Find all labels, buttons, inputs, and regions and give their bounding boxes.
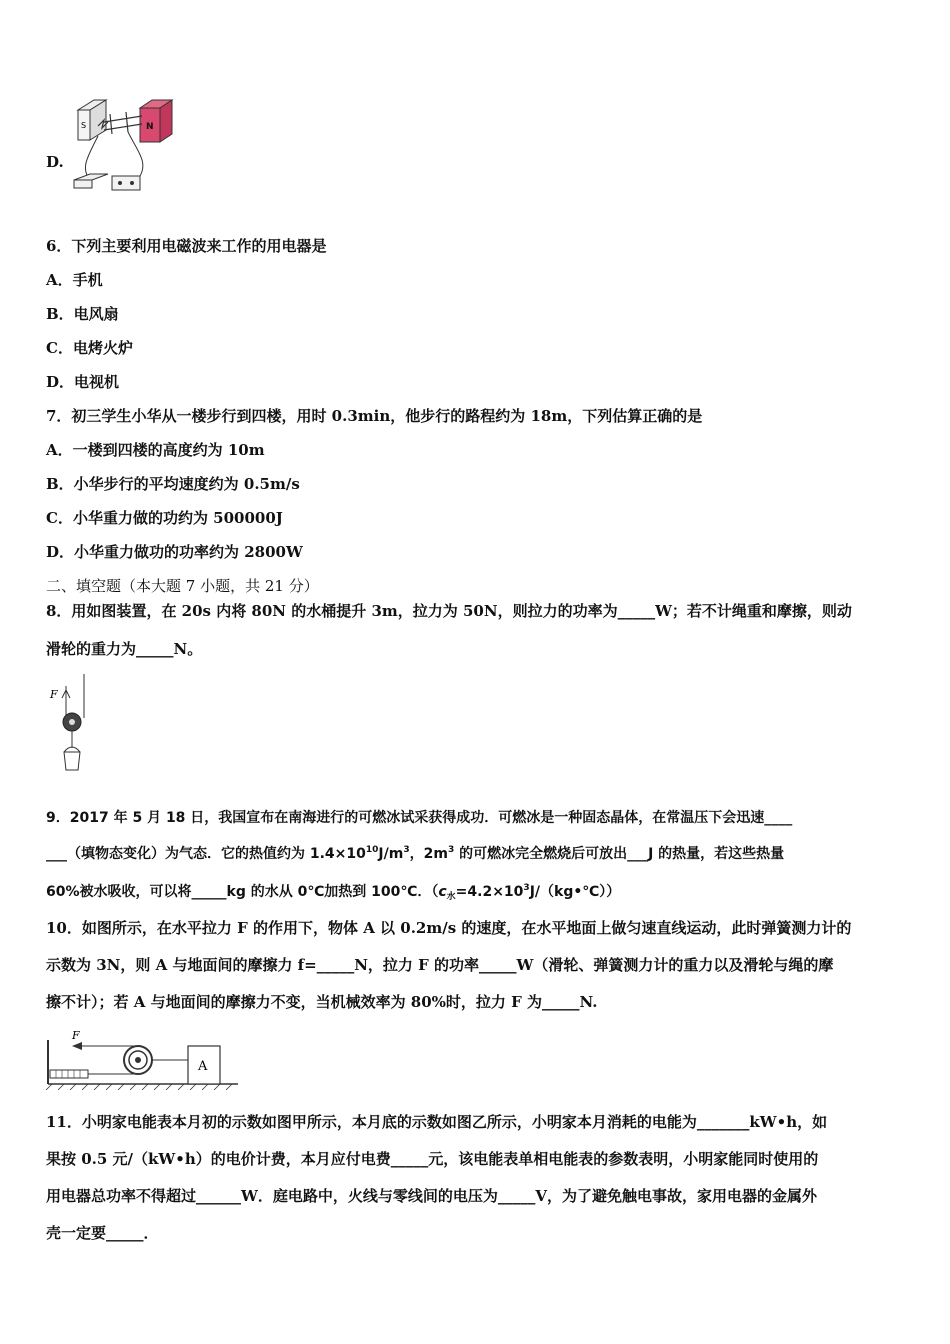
q9-exp-1: 10 <box>365 845 379 855</box>
q9-line-3 <box>46 882 620 902</box>
q10-line-1: 10．如图所示，在水平拉力 F 的作用下，物体 A 以 0.2m/s 的速度，在水平地面上做匀速直线运动，此时弹簧测力计的 <box>46 919 852 937</box>
q7-option-d: D．小华重力做功的功率约为 2800W <box>46 543 303 561</box>
q6-stem: 6．下列主要利用电磁波来工作的用电器是 <box>46 237 327 255</box>
q8-force-label: F <box>50 688 58 701</box>
q7-option-b: B．小华步行的平均速度约为 0.5m/s <box>46 475 300 493</box>
q6-option-c: C．电烤火炉 <box>46 339 133 357</box>
q9-line-2-b: J/m <box>378 846 404 862</box>
q9-line-3-b: =4.2×10 <box>455 884 524 900</box>
q7-option-a: A．一楼到四楼的高度约为 10m <box>46 441 265 459</box>
section-2-heading: 二、填空题（本大题 7 小题，共 21 分） <box>46 577 319 595</box>
pulley-bucket-figure <box>44 672 94 780</box>
q8-line-2: 滑轮的重力为_____N。 <box>46 640 203 658</box>
q9-exp-2: 3 <box>403 845 410 855</box>
q9-line-3-a: 60%被水吸收，可以将_____kg 的水从 0℃加热到 100℃．（ <box>46 884 439 900</box>
q9-exp-4: 3 <box>523 883 530 893</box>
q9-line-2-a: ___（填物态变化）为气态．它的热值约为 1.4×10 <box>46 846 366 862</box>
q5-option-d: D. <box>46 153 64 171</box>
q7-stem: 7．初三学生小华从一楼步行到四楼，用时 0.3min，他步行的路程约为 18m，下列估算正确的是 <box>46 407 703 425</box>
q10-line-3: 擦不计）；若 A 与地面间的摩擦力不变，当机械效率为 80%时，拉力 F 为_____N. <box>46 993 598 1011</box>
q10-line-2: 示数为 3N，则 A 与地面间的摩擦力 f=_____N，拉力 F 的功率_____W（滑轮、弹簧测力计的重力以及滑轮与绳的摩 <box>46 956 834 974</box>
q9-c-symbol: c <box>438 884 447 900</box>
spring-pulley-block-figure <box>42 1026 242 1090</box>
q8-line-1: 8．用如图装置，在 20s 内将 80N 的水桶提升 3m，拉力为 50N，则拉力的功率为_____W；若不计绳重和摩擦，则动 <box>46 602 852 620</box>
q9-line-3-d: J/（kg•℃）） <box>529 884 621 900</box>
q11-line-1: 11．小明家电能表本月初的示数如图甲所示，本月底的示数如图乙所示，小明家本月消耗的电能为_______kW•h，如 <box>46 1113 828 1131</box>
q11-line-3: 用电器总功率不得超过______W．庭电路中，火线与零线间的电压为_____V，为了避免触电事故，家用电器的金属外 <box>46 1187 817 1205</box>
q6-option-b: B．电风扇 <box>46 305 119 323</box>
q9-line-2 <box>46 844 784 864</box>
q9-exp-3: 3 <box>447 845 455 855</box>
q9-line-2-c: ，2m <box>409 846 448 862</box>
magnet-s-label: S <box>81 121 87 130</box>
q10-force-label: F <box>72 1029 80 1042</box>
q7-option-c: C．小华重力做的功约为 500000J <box>46 509 283 527</box>
q11-line-2: 果按 0.5 元/（kW•h）的电价计费，本月应付电费_____元，该电能表单相电能表的参数表明，小明家能同时使用的 <box>46 1150 819 1168</box>
q9-water-sub: 水 <box>446 892 456 902</box>
q10-block-label: A <box>198 1059 208 1074</box>
q9-line-2-d: 的可燃冰完全燃烧后可放出___J 的热量，若这些热量 <box>454 846 785 862</box>
q6-option-d: D．电视机 <box>46 373 120 391</box>
q9-line-1: 9．2017 年 5 月 18 日，我国宣布在南海进行的可燃冰试采获得成功．可燃冰是一种固态晶体，在常温压下会迅速____ <box>46 810 793 826</box>
q6-option-a: A．手机 <box>46 271 103 289</box>
magnet-n-label: N <box>146 122 154 132</box>
magnet-coil-figure <box>68 96 180 196</box>
q11-line-4: 壳一定要_____． <box>46 1224 159 1242</box>
